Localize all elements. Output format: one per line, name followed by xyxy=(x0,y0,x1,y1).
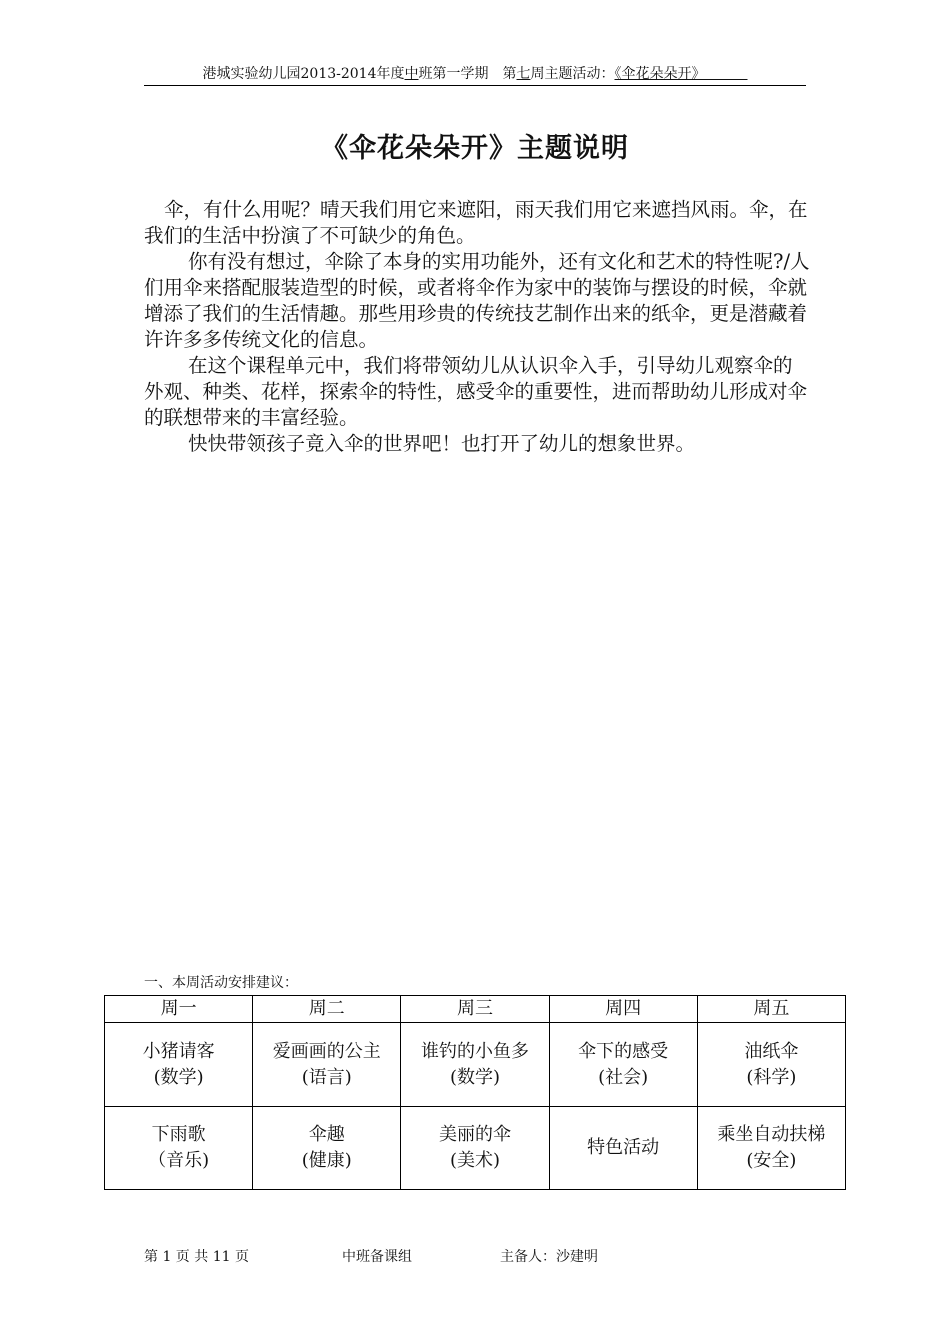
activity-name: 油纸伞 xyxy=(744,1040,799,1062)
page-number: 第 1 页 共 11 页 xyxy=(144,1249,249,1265)
activity-name: 伞下的感受 xyxy=(578,1040,669,1062)
activity-name: 特色活动 xyxy=(587,1137,660,1158)
activity-cell xyxy=(253,1107,401,1190)
activity-cell xyxy=(105,1107,253,1190)
header-activity: 周主题活动： xyxy=(530,66,615,82)
day-header: 周一 xyxy=(105,996,253,1023)
paragraph: 快快带领孩子竟入伞的世界吧！也打开了幼儿的想象世界。 xyxy=(188,432,696,455)
theme-description xyxy=(144,197,810,457)
activity-name: 下雨歌 xyxy=(151,1124,206,1145)
prep-group: 中班备课组 xyxy=(342,1249,412,1265)
header-theme: 《伞花朵朵开》 xyxy=(614,66,706,82)
activity-cell xyxy=(697,1107,845,1190)
page-header xyxy=(144,64,806,86)
activity-subject: (安全) xyxy=(746,1150,797,1171)
paragraph: 伞，有什么用呢？晴天我们用它来遮阳，雨天我们用它来遮挡风雨。伞，在我们的生活中扮演了不可缺少的角色。 xyxy=(144,198,808,247)
activity-subject: (数学) xyxy=(449,1066,500,1088)
table-row xyxy=(105,1023,846,1107)
paragraph: 你有没有想过，伞除了本身的实用功能外，还有文化和艺术的特性呢?/人们用伞来搭配服装造型的时候，或者将伞作为家中的装饰与摆设的时候，伞就增添了我们的生活情趣。那些用珍贵的传统技艺制作出来的纸伞，更是潜藏着许许多多传统文化的信息。 xyxy=(144,250,810,351)
day-header: 周三 xyxy=(401,996,549,1023)
lead-preparer: 主备人：沙建明 xyxy=(500,1249,598,1265)
activity-subject: (美术) xyxy=(449,1150,500,1171)
activity-name: 伞趣 xyxy=(308,1124,345,1145)
activity-name: 谁钓的小鱼多 xyxy=(420,1040,529,1062)
activity-cell xyxy=(105,1023,253,1107)
weekly-schedule-table xyxy=(104,995,846,1190)
day-header: 周四 xyxy=(549,996,697,1023)
header-school: 港城实验幼儿园2013-2014年度 xyxy=(202,66,405,82)
day-header: 周二 xyxy=(253,996,401,1023)
activity-cell xyxy=(401,1107,549,1190)
page-title: 《伞花朵朵开》主题说明 xyxy=(321,133,629,164)
activity-subject: （音乐) xyxy=(148,1150,210,1171)
activity-subject: (科学) xyxy=(746,1066,797,1088)
activity-name: 美丽的伞 xyxy=(438,1124,511,1145)
activity-cell xyxy=(697,1023,845,1107)
activity-cell xyxy=(253,1023,401,1107)
header-class: 中 xyxy=(404,66,419,82)
header-week: 七 xyxy=(516,66,531,82)
schedule-label: 一、本周活动安排建议： xyxy=(144,975,298,991)
activity-name: 爱画画的公主 xyxy=(272,1040,381,1062)
table-row xyxy=(105,1107,846,1190)
header-term: 班第一学期 第 xyxy=(418,66,517,82)
paragraph: 在这个课程单元中，我们将带领幼儿从认识伞入手，引导幼儿观察伞的外观、种类、花样，探索伞的特性，感受伞的重要性，进而帮助幼儿形成对伞的联想带来的丰富经验。 xyxy=(144,354,808,429)
activity-subject: (健康) xyxy=(301,1150,352,1171)
activity-subject: (社会) xyxy=(598,1066,649,1088)
activity-subject: (数学) xyxy=(153,1066,204,1088)
activity-cell xyxy=(549,1107,697,1190)
activity-name: 小猪请客 xyxy=(142,1040,215,1062)
activity-cell xyxy=(401,1023,549,1107)
day-header: 周五 xyxy=(697,996,845,1023)
activity-subject: (语言) xyxy=(301,1066,352,1088)
table-header-row xyxy=(105,996,846,1023)
activity-name: 乘坐自动扶梯 xyxy=(717,1124,826,1145)
activity-cell xyxy=(549,1023,697,1107)
